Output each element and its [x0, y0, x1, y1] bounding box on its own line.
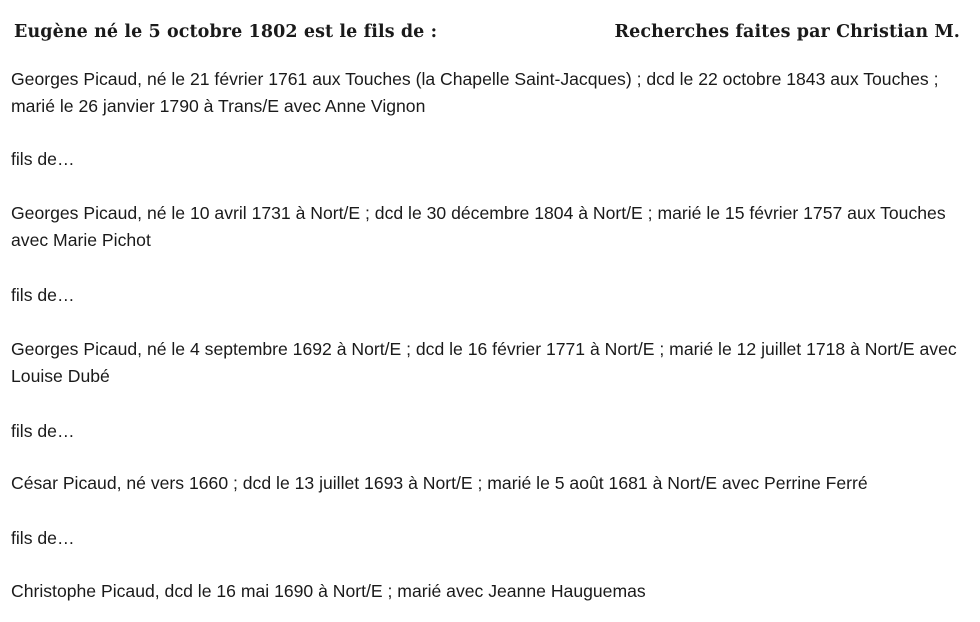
filiation-separator-4: fils de… — [11, 528, 75, 548]
filiation-separator-2: fils de… — [11, 285, 75, 305]
ancestor-entry-2: Georges Picaud, né le 10 avril 1731 à Nort/E ; dcd le 30 décembre 1804 à Nort/E ; marié le 15 février 1757 aux Touches avec Marie Pichot — [11, 203, 946, 250]
author-credit: Recherches faites par Christian M. — [614, 22, 960, 42]
filiation-separator-1: fils de… — [11, 149, 75, 169]
ancestor-entry-3: Georges Picaud, né le 4 septembre 1692 à Nort/E ; dcd le 16 février 1771 à Nort/E ; marié le 12 juillet 1718 à Nort/E avec Louise Dubé — [11, 339, 957, 386]
ancestor-entry-5: Christophe Picaud, dcd le 16 mai 1690 à Nort/E ; marié avec Jeanne Hauguemas — [11, 581, 646, 601]
ancestor-entry-1: Georges Picaud, né le 21 février 1761 aux Touches (la Chapelle Saint-Jacques) ; dcd le 22 octobre 1843 aux Touches ; marié le 26 janvier 1790 à Trans/E avec Anne Vignon — [11, 69, 939, 116]
subject-title: Eugène né le 5 octobre 1802 est le fils de : — [14, 22, 438, 42]
ancestor-entry-4: César Picaud, né vers 1660 ; dcd le 13 juillet 1693 à Nort/E ; marié le 5 août 1681 à Nort/E avec Perrine Ferré — [11, 473, 868, 493]
filiation-separator-3: fils de… — [11, 421, 75, 441]
document-header — [14, 22, 960, 48]
